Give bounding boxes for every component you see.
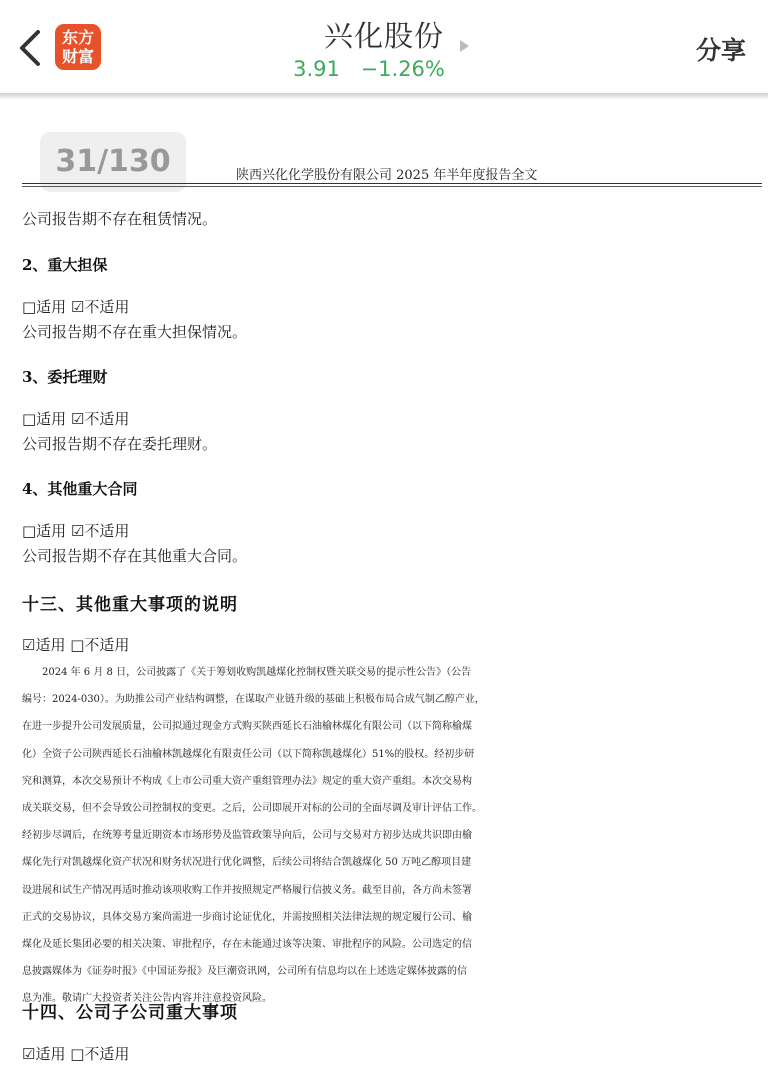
section-13-paragraph — [22, 659, 752, 1013]
page-indicator: 31/130 — [40, 132, 186, 192]
lease-text: 公司报告期不存在租赁情况。 — [22, 210, 218, 228]
paragraph-line: 息为准。敬请广大投资者关注公告内容并注意投资风险。 — [22, 993, 272, 1005]
section-3-title: 3、委托理财 — [22, 368, 108, 386]
paragraph-line: 设进展和试生产情况再适时推动该项收购工作并按照规定严格履行信披义务。截至目前，各方尚未签署 — [22, 884, 472, 896]
section-13-title: 十三、其他重大事项的说明 — [22, 595, 238, 615]
paragraph-line: 在进一步提升公司发展质量，公司拟通过现金方式购买陕西延长石油榆林煤化有限公司（以下简称榆煤 — [22, 721, 472, 733]
section-3-text: 公司报告期不存在委托理财。 — [22, 435, 218, 453]
paragraph-line: 编号：2024-030）。为助推公司产业结构调整，在谋取产业链升级的基础上积极布局合成气制乙醇产业， — [22, 694, 485, 706]
section-4-checkbox: □适用 ☑不适用 — [22, 522, 130, 540]
price-change: −1.26% — [360, 57, 445, 81]
play-triangle-icon[interactable] — [460, 40, 469, 52]
section-14-title: 十四、公司子公司重大事项 — [22, 1003, 238, 1023]
stock-price: 3.91 — [293, 57, 340, 81]
paragraph-line: 成关联交易，但不会导致公司控制权的变更。之后，公司即展开对标的公司的全面尽调及审计评估工作。 — [22, 803, 482, 815]
paragraph-line: 究和测算，本次交易预计不构成《上市公司重大资产重组管理办法》规定的重大资产重组。本次交易构 — [22, 775, 472, 787]
app-bar — [0, 0, 768, 96]
report-header: 陕西兴化化学股份有限公司 2025 年半年度报告全文 — [236, 168, 538, 183]
section-4-text: 公司报告期不存在其他重大合同。 — [22, 547, 248, 565]
stock-name[interactable]: 兴化股份 — [323, 19, 444, 53]
logo-text-line2: 财富 — [61, 47, 94, 66]
paragraph-line: 煤化及延长集团必要的相关决策、审批程序，存在未能通过该等决策、审批程序的风险。公司选定的信 — [22, 939, 472, 951]
section-4-title: 4、其他重大合同 — [22, 480, 138, 498]
header-rule-thin — [22, 186, 762, 187]
paragraph-line: 息披露媒体为《证券时报》《中国证券报》及巨潮资讯网，公司所有信息均以在上述选定媒体披露的信 — [22, 966, 467, 978]
section-2-checkbox: □适用 ☑不适用 — [22, 298, 130, 316]
header-rule — [22, 183, 762, 184]
section-2-text: 公司报告期不存在重大担保情况。 — [22, 323, 248, 341]
paragraph-line: 煤化先行对凯越煤化资产状况和财务状况进行优化调整，后续公司将结合凯越煤化 50 万吨乙醇项目建 — [22, 857, 472, 869]
paragraph-line: 正式的交易协议，具体交易方案尚需进一步商讨论证优化，并需按照相关法律法规的规定履行公司、榆 — [22, 911, 472, 923]
price-row — [0, 57, 738, 81]
section-2-title: 2、重大担保 — [22, 256, 108, 274]
appbar-divider — [0, 93, 768, 100]
section-13-checkbox: ☑适用 □不适用 — [22, 636, 130, 654]
paragraph-line: 化）全资子公司陕西延长石油榆林凯越煤化有限责任公司（以下简称凯越煤化）51%的股权。经初步研 — [22, 748, 475, 760]
logo-text-line1: 东方 — [61, 28, 94, 47]
section-3-checkbox: □适用 ☑不适用 — [22, 410, 130, 428]
share-button[interactable]: 分享 — [695, 36, 746, 65]
paragraph-line: 经初步尽调后，在统筹考量近期资本市场形势及监管政策导向后，公司与交易对方初步达成共识即由榆 — [22, 830, 472, 842]
paragraph-line: 2024 年 6 月 8 日，公司披露了《关于筹划收购凯越煤化控制权暨关联交易的提示性公告》（公告 — [22, 667, 472, 678]
section-14-checkbox: ☑适用 □不适用 — [22, 1045, 130, 1063]
